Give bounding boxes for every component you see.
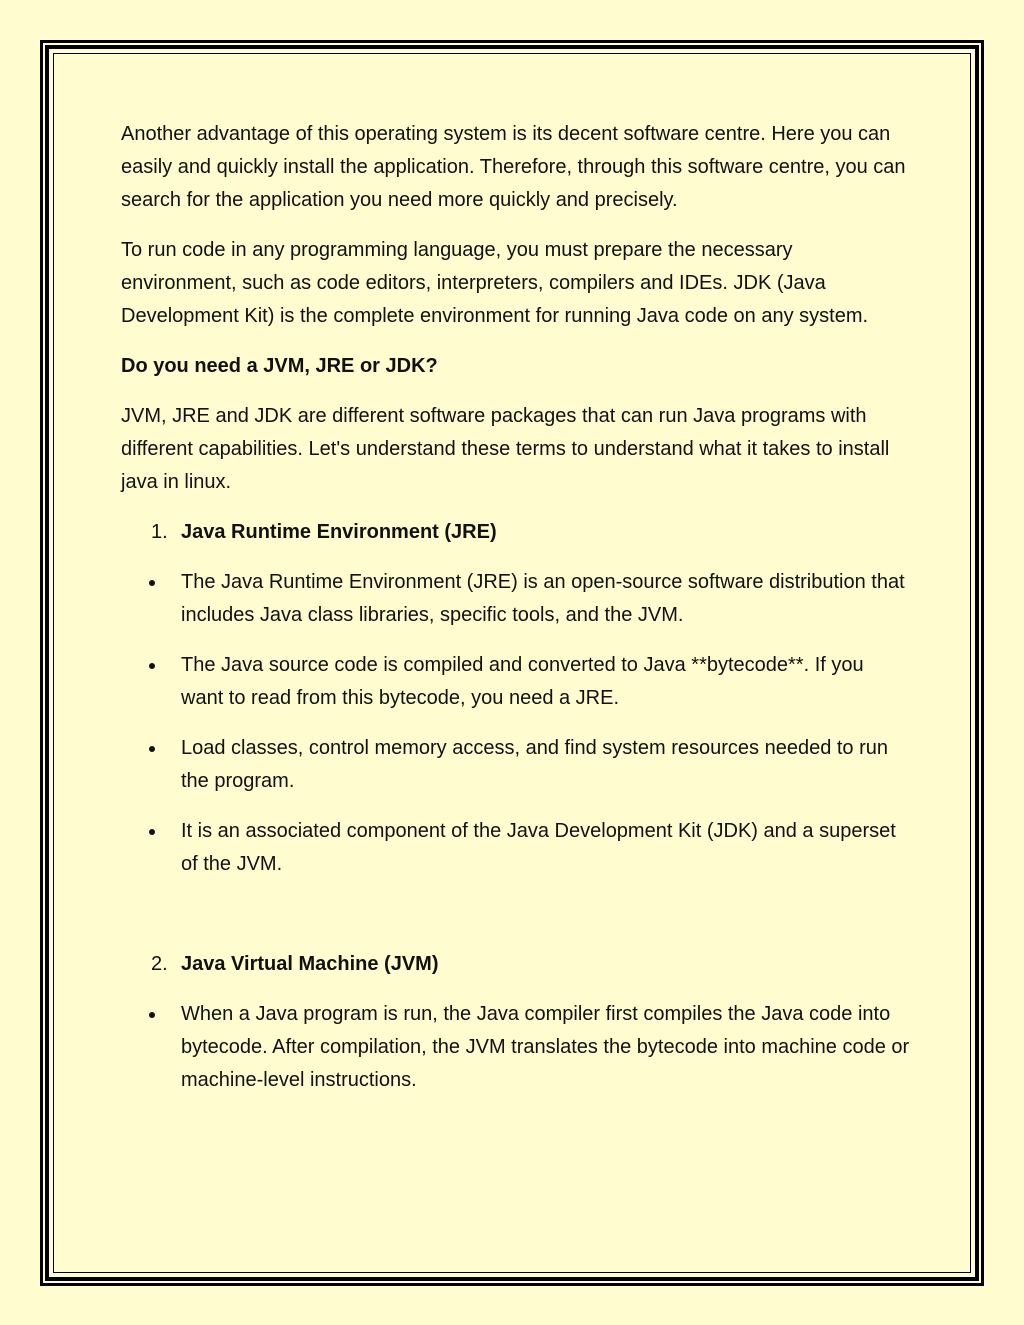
section-title-text: Java Virtual Machine (JVM) — [181, 953, 439, 975]
section-title-jre — [121, 516, 911, 549]
list-item-text: Load classes, control memory access, and find system resources needed to run the program. — [181, 737, 889, 792]
list-item — [121, 998, 911, 1097]
paragraph-environment: To run code in any programming language, you must prepare the necessary environment, such as code editors, interpreters, compilers and IDEs. JDK (Java Development Kit) is the complete environment for running Java code on any system. — [121, 239, 869, 327]
bullet-icon — [149, 829, 155, 835]
list-item — [121, 815, 911, 881]
list-number: 2. — [151, 953, 168, 975]
list-item — [121, 649, 911, 715]
bullet-icon — [149, 663, 155, 669]
list-item — [121, 566, 911, 632]
section-spacer — [121, 898, 911, 948]
section-title-jvm — [121, 948, 911, 981]
list-number: 1. — [151, 521, 168, 543]
list-item-text: The Java source code is compiled and converted to Java **bytecode**. If you want to read from this bytecode, you need a JRE. — [181, 654, 864, 709]
bullet-icon — [149, 1012, 155, 1018]
paragraph-software-centre: Another advantage of this operating system is its decent software centre. Here you can easily and quickly install the application. Therefore, through this software centre, you can search for the application you need more quickly and precisely. — [121, 123, 906, 211]
document-body — [121, 118, 911, 1114]
bullet-icon — [149, 746, 155, 752]
bullet-icon — [149, 580, 155, 586]
paragraph-intro: JVM, JRE and JDK are different software packages that can run Java programs with different capabilities. Let's understand these terms to understand what it takes to install java in linux. — [121, 405, 890, 493]
list-item — [121, 732, 911, 798]
list-item-text: The Java Runtime Environment (JRE) is an open-source software distribution that includes Java class libraries, specific tools, and the JVM. — [181, 571, 905, 626]
section-title-text: Java Runtime Environment (JRE) — [181, 521, 497, 543]
section-heading: Do you need a JVM, JRE or JDK? — [121, 355, 438, 377]
list-item-text: It is an associated component of the Java Development Kit (JDK) and a superset of the JVM. — [181, 820, 896, 875]
list-item-text: When a Java program is run, the Java compiler first compiles the Java code into bytecode. After compilation, the JVM translates the bytecode into machine code or machine-level instructions. — [181, 1003, 910, 1091]
